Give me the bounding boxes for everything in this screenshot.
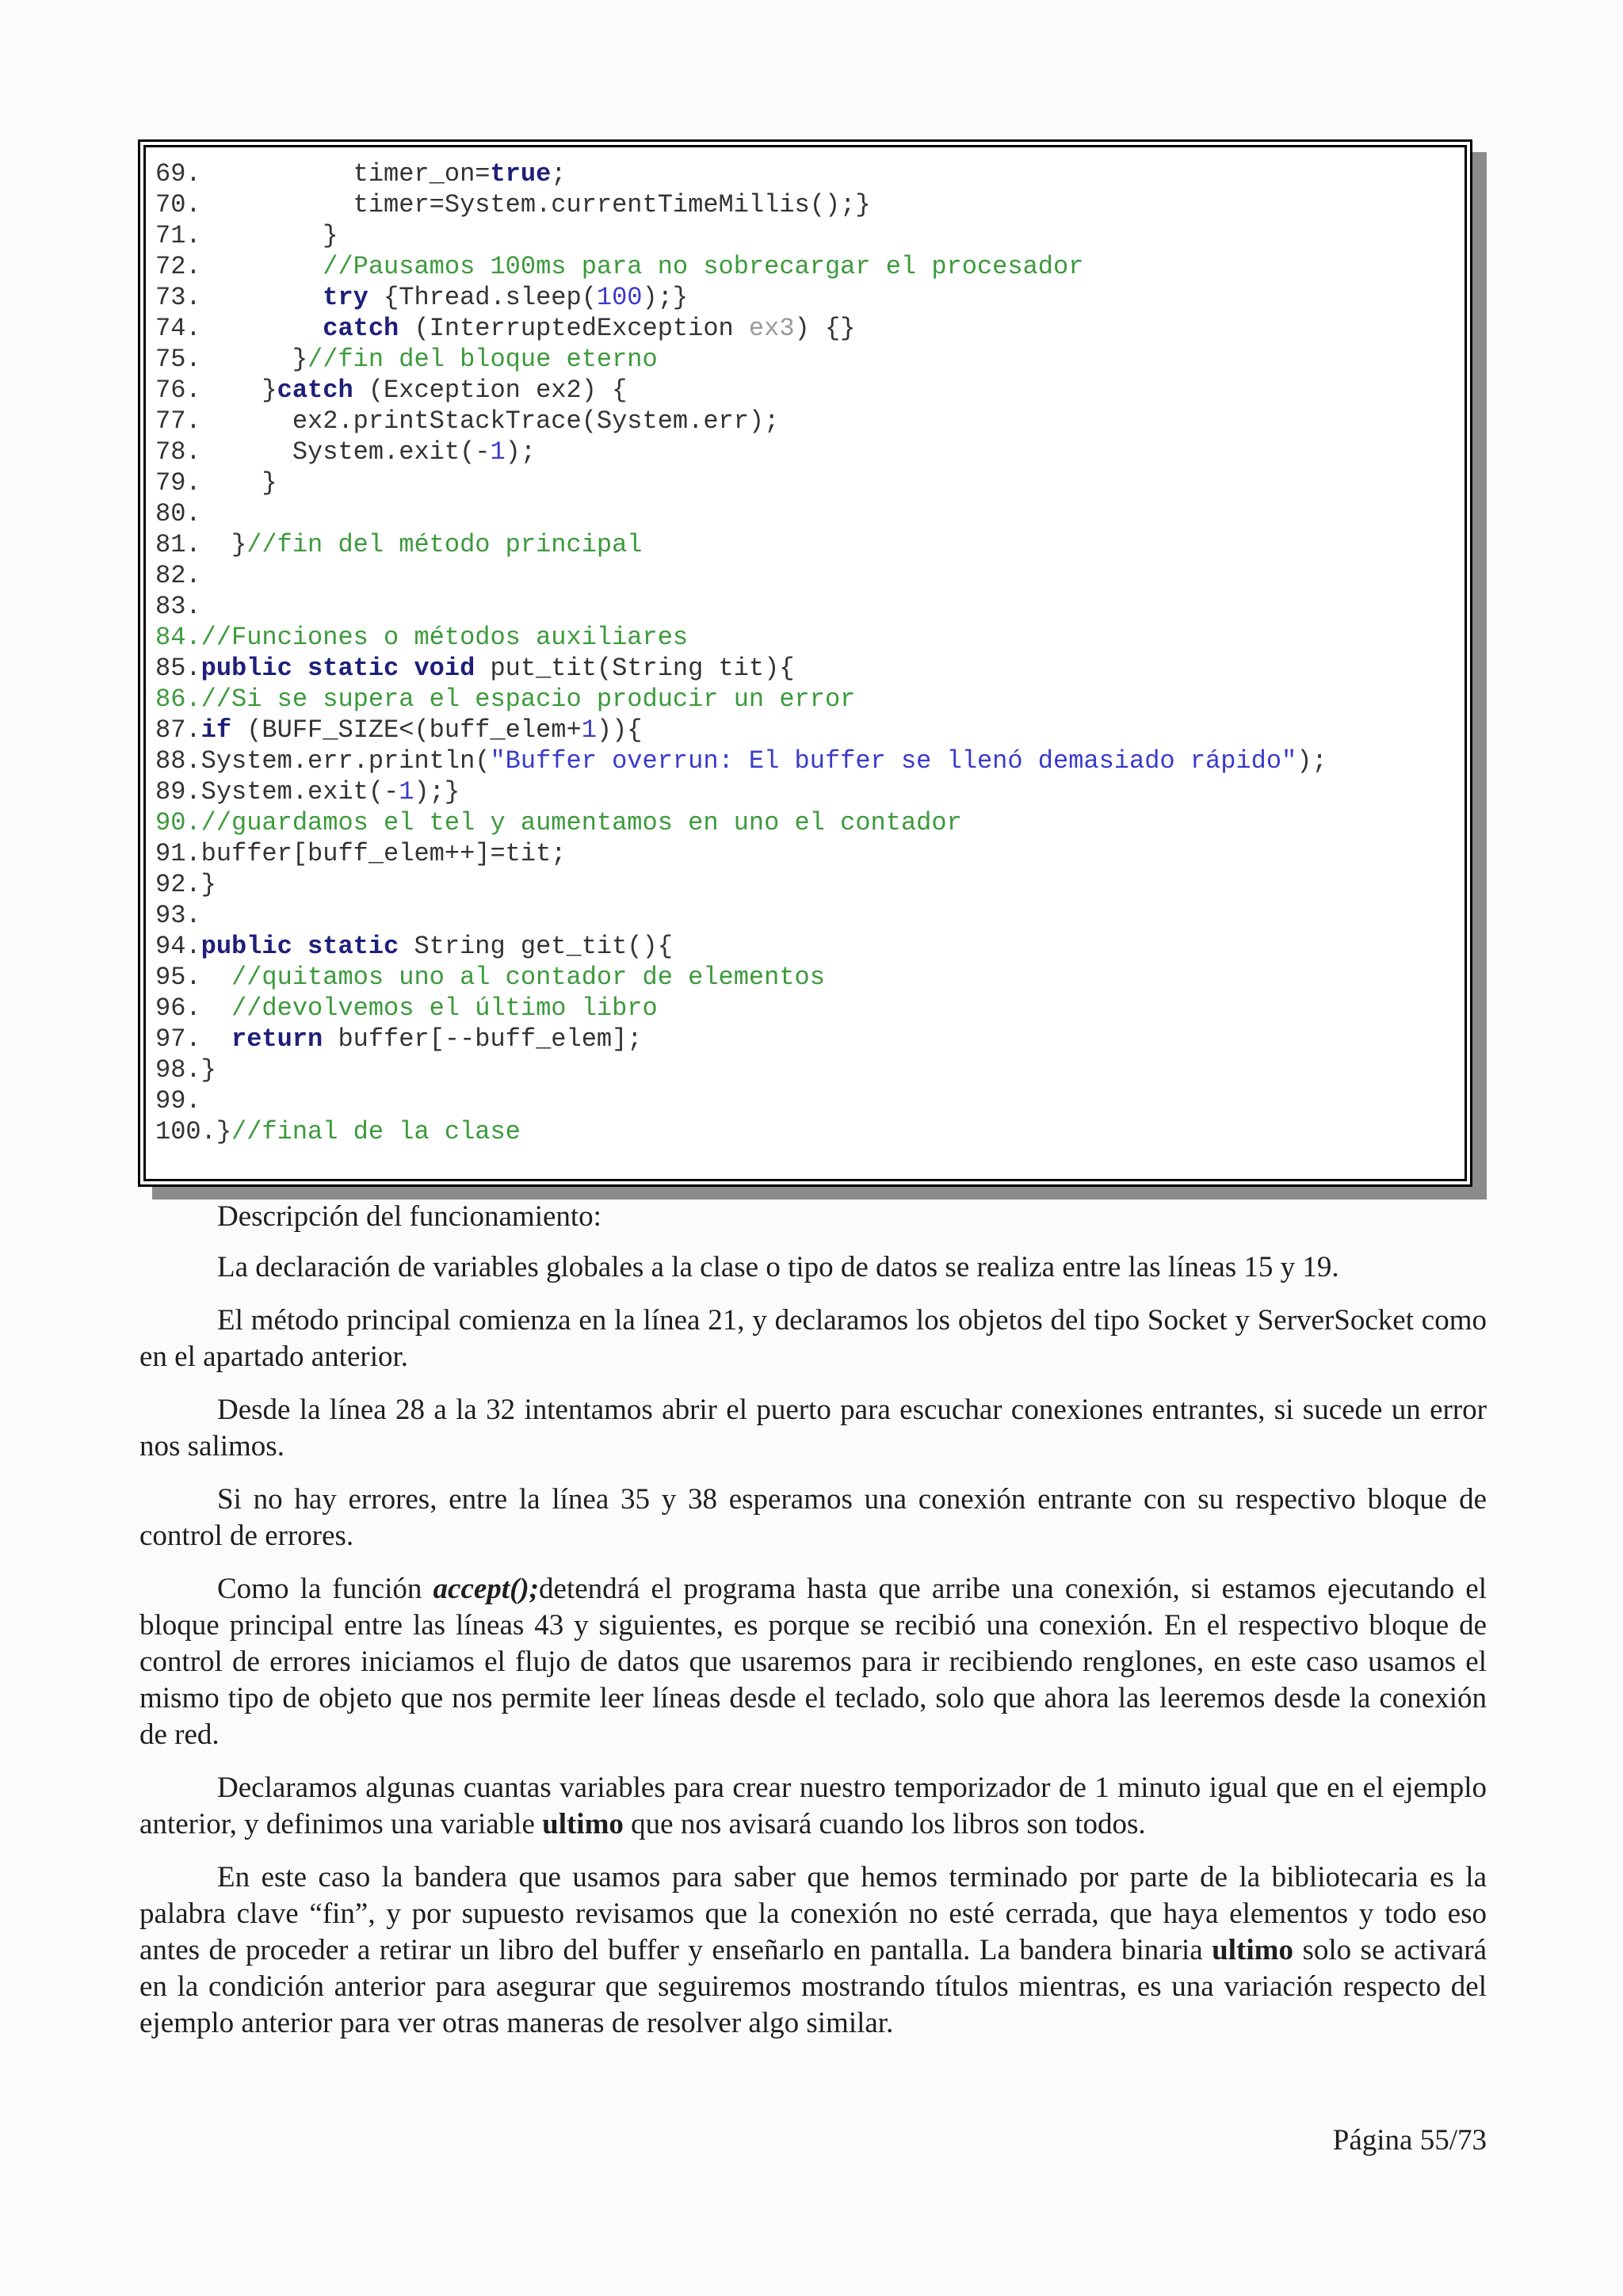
code-line-76: 76. }catch (Exception ex2) {	[155, 376, 628, 405]
code-line-86: 86.//Si se supera el espacio producir un error	[155, 685, 856, 714]
code-line-74: 74. catch (InterruptedException ex3) {}	[155, 314, 856, 343]
code-line-94: 94.public static String get_tit(){	[155, 932, 673, 961]
inline-bold-ultimo: ultimo	[542, 1808, 624, 1840]
page-number: Página 55/73	[1332, 2124, 1487, 2157]
code-line-83: 83.	[155, 592, 201, 621]
code-line-73: 73. try {Thread.sleep(100);}	[155, 283, 689, 312]
paragraph: En este caso la bandera que usamos para saber que hemos terminado por parte de la bibliotecaria es la palabra clave “fin”, y por supuesto revisamos que la conexión no esté cerrada, que haya elementos y todo eso antes de proceder a retirar un libro del buffer y enseñarlo en pantalla. La bandera binaria ultimo solo se activará en la condición anterior para asegurar que seguiremos mostrando títulos mientras, es una variación respecto del ejemplo anterior para ver otras maneras de resolver algo similar.	[139, 1861, 1487, 2039]
code-line-98: 98.}	[155, 1055, 216, 1085]
code-line-93: 93.	[155, 901, 201, 930]
code-line-75: 75. }//fin del bloque eterno	[155, 345, 658, 374]
body-text	[139, 1199, 1487, 2058]
code-listing-inner	[143, 145, 1467, 1181]
code-line-90: 90.//guardamos el tel y aumentamos en uno el contador	[155, 808, 962, 837]
code-line-85: 85.public static void put_tit(String tit){	[155, 654, 795, 683]
code-line-97: 97. return buffer[--buff_elem];	[155, 1024, 643, 1054]
code-line-100: 100.}//final de la clase	[155, 1117, 521, 1146]
code-line-84: 84.//Funciones o métodos auxiliares	[155, 623, 689, 652]
code-line-79: 79. }	[155, 468, 277, 498]
code-line-99: 99.	[155, 1086, 201, 1116]
code-line-95: 95. //quitamos uno al contador de elementos	[155, 963, 825, 992]
code-listing	[138, 139, 1472, 1187]
code-line-81: 81. }//fin del método principal	[155, 530, 643, 559]
code-line-78: 78. System.exit(-1);	[155, 437, 537, 467]
code-line-80: 80.	[155, 499, 201, 528]
paragraph-heading: Descripción del funcionamiento:	[217, 1200, 601, 1233]
code-line-92: 92.}	[155, 870, 216, 899]
code-line-82: 82.	[155, 561, 201, 590]
paragraph: El método principal comienza en la línea 21, y declaramos los objetos del tipo Socket y ServerSocket como en el apartado anterior.	[139, 1304, 1487, 1373]
inline-code-accept: accept();	[433, 1573, 540, 1605]
code-line-77: 77. ex2.printStackTrace(System.err);	[155, 406, 780, 436]
inline-bold-ultimo: ultimo	[1212, 1934, 1293, 1966]
code-line-88: 88.System.err.println("Buffer overrun: El buffer se llenó demasiado rápido");	[155, 746, 1327, 776]
code-line-89: 89.System.exit(-1);}	[155, 777, 460, 807]
paragraph: Declaramos algunas cuantas variables para crear nuestro temporizador de 1 minuto igual que en el ejemplo anterior, y definimos una variable ultimo que nos avisará cuando los libros son todos.	[139, 1772, 1487, 1840]
paragraph: Si no hay errores, entre la línea 35 y 38 esperamos una conexión entrante con su respectivo bloque de control de errores.	[139, 1483, 1487, 1552]
code-line-96: 96. //devolvemos el último libro	[155, 994, 658, 1023]
paragraph: Como la función accept();detendrá el programa hasta que arribe una conexión, si estamos ejecutando el bloque principal entre las líneas 43 y siguientes, es porque se recibió una conexión. En el respectivo bloque de control de errores iniciamos el flujo de datos que usaremos para ir recibiendo renglones, en este caso usamos el mismo tipo de objeto que nos permite leer líneas desde el teclado, solo que ahora las leeremos desde la conexión de red.	[139, 1573, 1487, 1751]
code-line-91: 91.buffer[buff_elem++]=tit;	[155, 839, 567, 868]
paragraph: Desde la línea 28 a la 32 intentamos abrir el puerto para escuchar conexiones entrantes, si sucede un error nos salimos.	[139, 1394, 1487, 1463]
code-line-70: 70. timer=System.currentTimeMillis();}	[155, 190, 871, 219]
code-line-87: 87.if (BUFF_SIZE<(buff_elem+1)){	[155, 715, 643, 745]
code-line-71: 71. }	[155, 221, 338, 250]
code-line-69: 69. timer_on=true;	[155, 159, 567, 189]
paragraph: La declaración de variables globales a la clase o tipo de datos se realiza entre las líneas 15 y 19.	[217, 1251, 1339, 1283]
code-line-72: 72. //Pausamos 100ms para no sobrecargar el procesador	[155, 252, 1084, 281]
